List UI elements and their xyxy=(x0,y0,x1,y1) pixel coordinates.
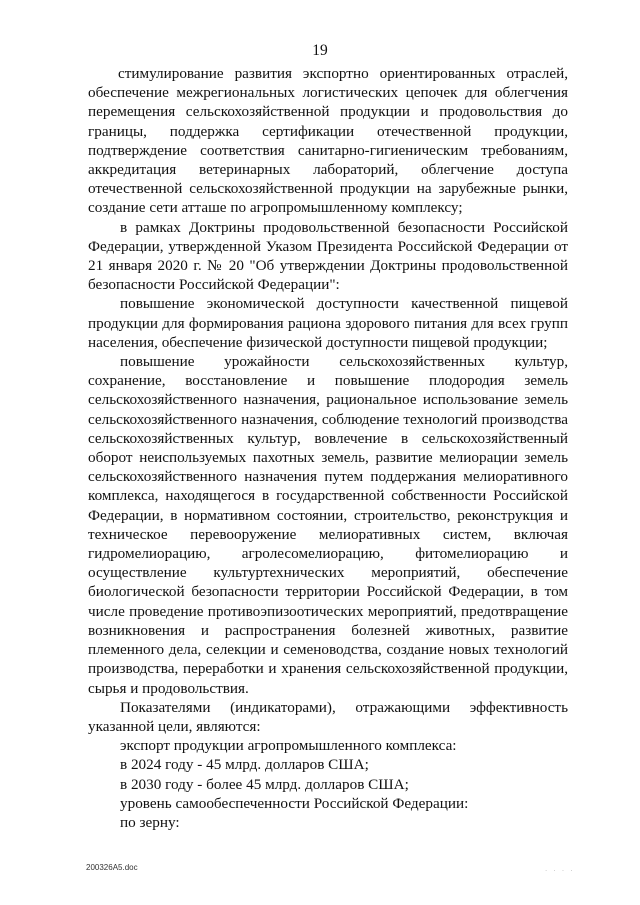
paragraph-2030-target: в 2030 году - более 45 млрд. долларов США; xyxy=(120,775,409,793)
paragraph-export-stimulation: стимулирование развития экспортно ориентированных отраслей, обеспечение межрегиональных логистических цепочек для облегчения перемещения сельскохозяйственной продукции и продовольствия до границы, поддержка сертификации отечественной продукции, подтверждение соответствия санитарно-гигиеническим требованиям, аккредитация ветеринарных лабораторий, облегчение доступа отечественной сельскохозяйственной продукции на зарубежные рынки, создание сети атташе по агропромышленному комплексу; xyxy=(88,65,568,217)
paragraph-grain: по зерну: xyxy=(120,813,180,831)
document-body xyxy=(88,64,568,832)
document-code: 200326А5.doc xyxy=(86,863,138,872)
paragraph-food-security-doctrine: в рамках Доктрины продовольственной безопасности Российской Федерации, утвержденной Указом Президента Российской Федерации от 21 января 2020 г. № 20 "Об утверждении Доктрины продовольственной безопасности Российской Федерации": xyxy=(88,218,568,294)
paragraph-indicators-intro: Показателями (индикаторами), отражающими эффективность указанной цели, являются: xyxy=(88,698,568,735)
paragraph-self-sufficiency: уровень самообеспеченности Российской Федерации: xyxy=(120,794,469,812)
paragraph-export-indicator: экспорт продукции агропромышленного комплекса: xyxy=(120,737,457,755)
footer-marks: · · · · xyxy=(545,867,575,875)
paragraph-economic-accessibility: повышение экономической доступности качественной пищевой продукции для формирования рациона здорового питания для всех групп населения, обеспечение физической доступности пищевой продукции; xyxy=(88,295,568,351)
paragraph-crop-yield: повышение урожайности сельскохозяйственных культур, сохранение, восстановление и повышение плодородия земель сельскохозяйственного назначения, рациональное использование земель сельскохозяйственного назначения, соблюдение технологий производства сельскохозяйственных культур, вовлечение в сельскохозяйственный оборот неиспользуемых пахотных земель, развитие мелиорации земель сельскохозяйственного назначения путем поддержания мелиоративного комплекса, находящегося в государственной собственности Российской Федерации, в нормативном состоянии, строительство, реконструкция и техническое перевооружение мелиоративных систем, включая гидромелиорацию, агролесомелиорацию, фитомелиорацию и осуществление культуртехнических мероприятий, обеспечение биологической безопасности территории Российской Федерации, в том числе проведение противоэпизоотических мероприятий, предотвращение возникновения и распространения болезней животных, развитие племенного дела, селекции и семеноводства, создание новых технологий производства, переработки и хранения сельскохозяйственной продукции, сырья и продовольствия. xyxy=(88,353,568,697)
paragraph-2024-target: в 2024 году - 45 млрд. долларов США; xyxy=(120,756,369,774)
page-number: 19 xyxy=(312,42,328,59)
